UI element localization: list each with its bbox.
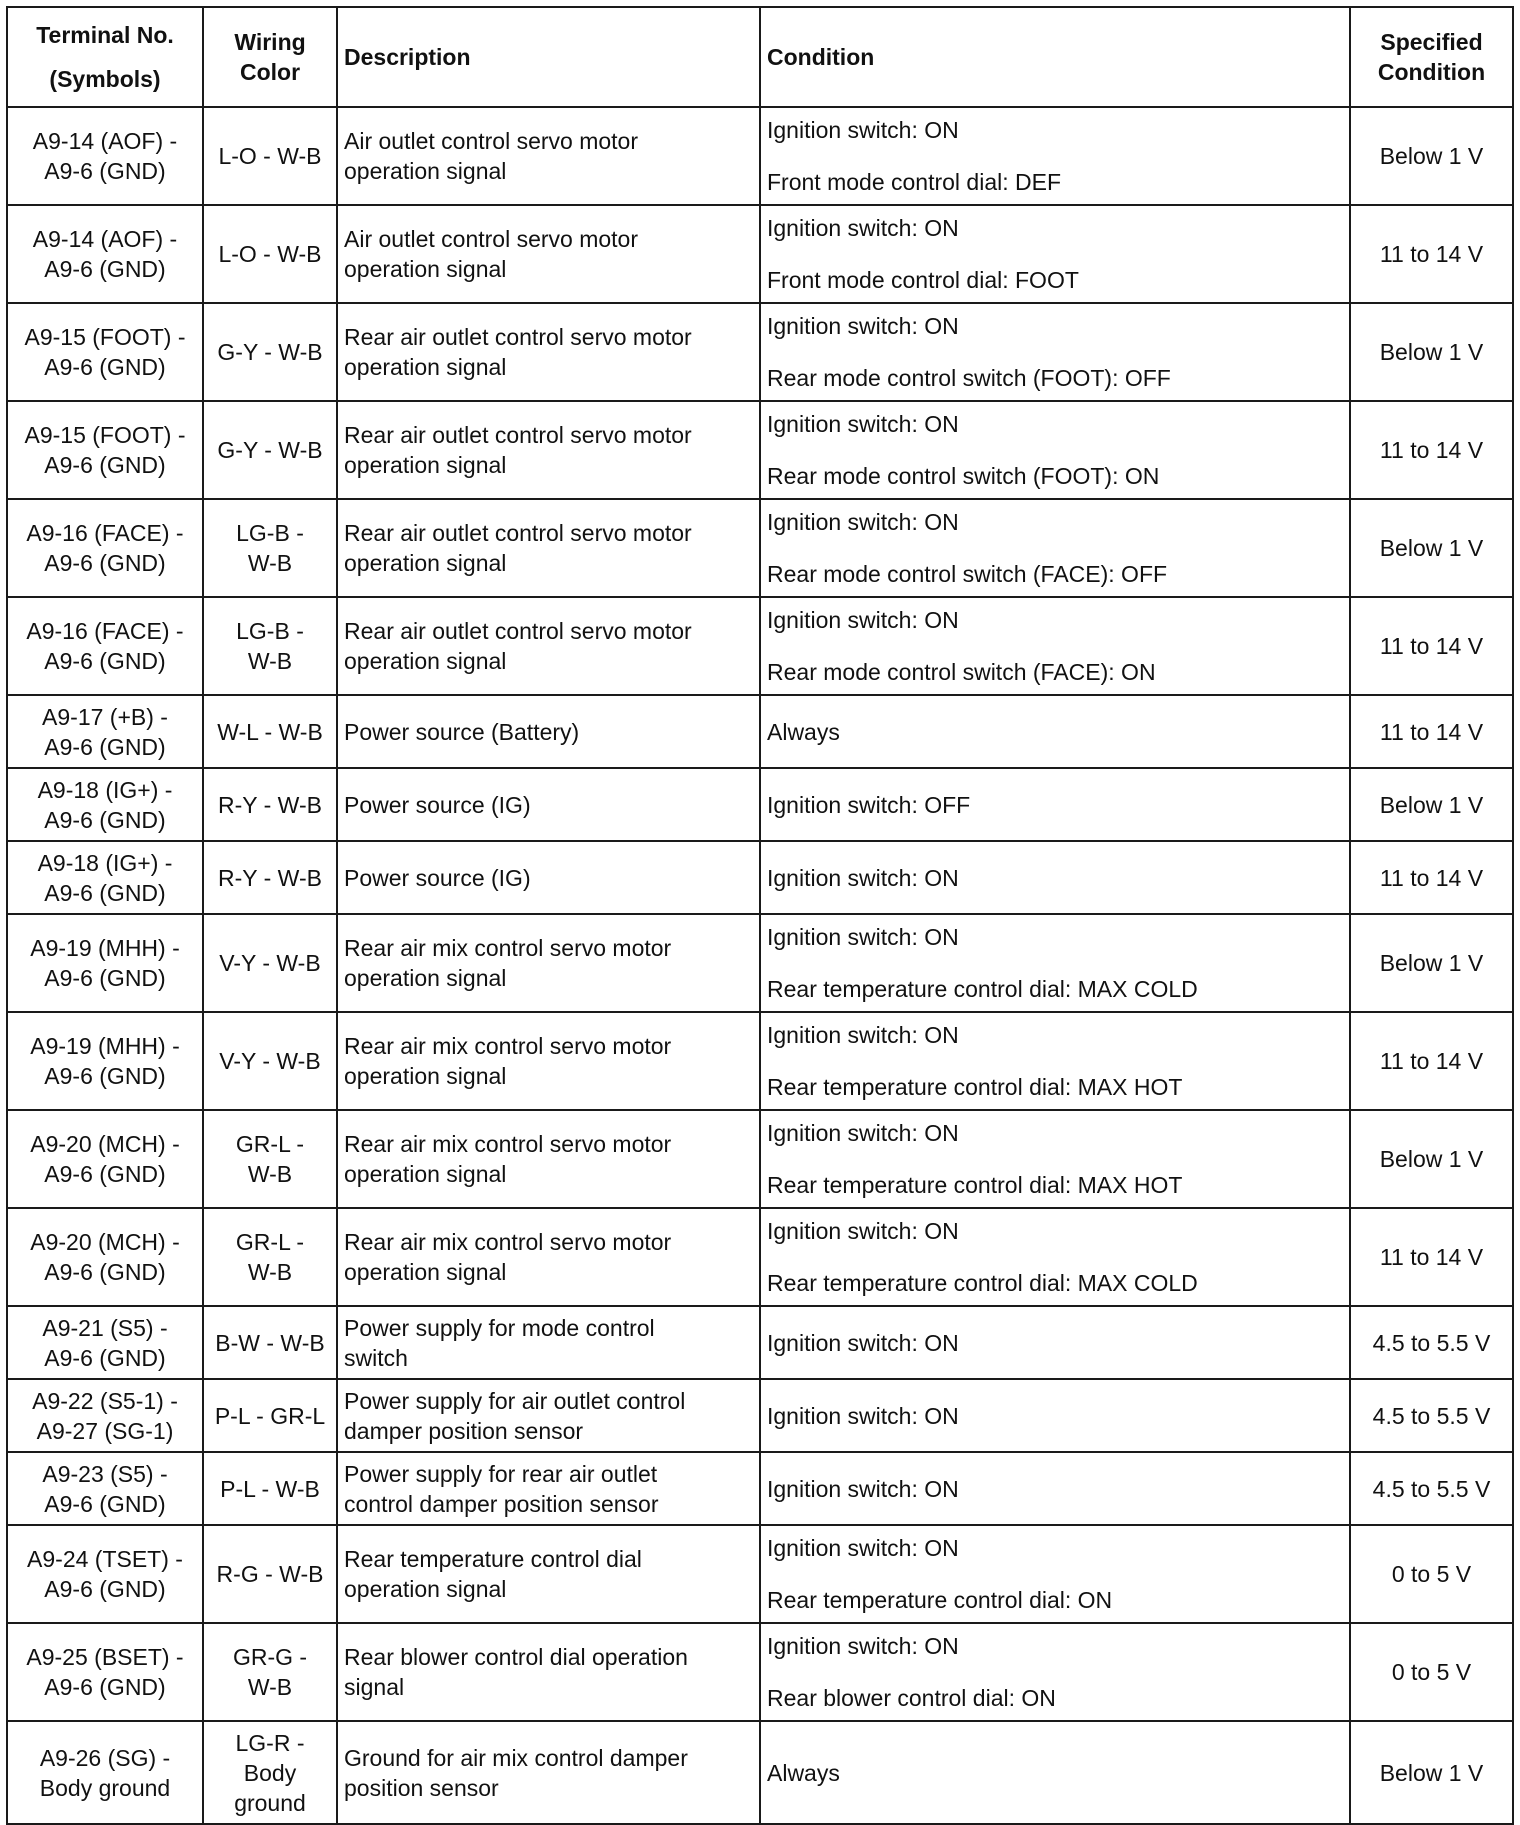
wiring-color-cell: [203, 303, 337, 401]
description-cell: [337, 401, 760, 499]
wiring-color-cell: [203, 401, 337, 499]
description-line: Rear blower control dial operation: [344, 1644, 688, 1670]
description-cell: [337, 695, 760, 768]
terminal-line: A9-15 (FOOT) -: [24, 422, 186, 448]
terminal-line: A9-6 (GND): [44, 648, 166, 674]
description-cell: [337, 1379, 760, 1452]
specified-condition-cell: Below 1 V: [1350, 499, 1513, 597]
condition-stack: [767, 1118, 1343, 1200]
header-wiring-line: Wiring: [234, 29, 306, 55]
condition-line: Rear mode control switch (FACE): OFF: [767, 561, 1168, 587]
wiring-line: W-B: [247, 1161, 293, 1187]
table-row: [7, 205, 1513, 303]
specified-condition-cell: 11 to 14 V: [1350, 841, 1513, 914]
wiring-color-cell: [203, 1208, 337, 1306]
specified-condition-cell: 0 to 5 V: [1350, 1525, 1513, 1623]
table-row: [7, 401, 1513, 499]
table-row: [7, 1623, 1513, 1721]
terminal-line: A9-23 (S5) -: [42, 1460, 168, 1487]
condition-line: Ignition switch: ON: [767, 1633, 959, 1659]
condition-cell: [760, 1525, 1350, 1623]
condition-cell: [760, 1306, 1350, 1379]
condition-cell: [760, 1110, 1350, 1208]
description-line: switch: [344, 1344, 408, 1371]
wiring-line: W-L - W-B: [217, 718, 323, 745]
table-row: [7, 1721, 1513, 1824]
header-row: [7, 7, 1513, 107]
condition-stack: [767, 1020, 1343, 1102]
description-cell: [337, 841, 760, 914]
wiring-color-cell: [203, 695, 337, 768]
terminal-line: A9-6 (GND): [44, 158, 166, 184]
wiring-color-cell: [203, 1012, 337, 1110]
specified-condition-cell: 11 to 14 V: [1350, 401, 1513, 499]
terminal-line: A9-19 (MHH) -: [30, 935, 180, 961]
terminal-line: A9-14 (AOF) -: [32, 128, 178, 154]
wiring-line: V-Y - W-B: [219, 950, 321, 976]
condition-stack: [767, 507, 1343, 589]
condition-cell: [760, 1452, 1350, 1525]
wiring-line: R-Y - W-B: [218, 864, 322, 891]
specified-condition-cell: 4.5 to 5.5 V: [1350, 1452, 1513, 1525]
table-row: [7, 768, 1513, 841]
terminal-cell: [7, 107, 203, 205]
condition-line: Front mode control dial: DEF: [767, 169, 1062, 195]
condition-stack: [767, 1216, 1343, 1298]
condition-line: Ignition switch: ON: [767, 864, 959, 891]
description-line: Rear air mix control servo motor: [344, 935, 672, 961]
table-row: [7, 695, 1513, 768]
condition-stack: [767, 1631, 1343, 1713]
condition-cell: [760, 107, 1350, 205]
condition-stack: [767, 311, 1343, 393]
condition-line: Ignition switch: OFF: [767, 791, 971, 818]
description-line: operation signal: [344, 158, 507, 184]
description-cell: [337, 107, 760, 205]
terminal-cell: [7, 1452, 203, 1525]
terminal-line: A9-17 (+B) -: [42, 703, 168, 730]
wiring-line: P-L - GR-L: [214, 1402, 326, 1429]
terminal-cell: [7, 1208, 203, 1306]
terminal-cell: [7, 841, 203, 914]
wiring-line: ground: [234, 1789, 306, 1816]
specified-condition-cell: 4.5 to 5.5 V: [1350, 1379, 1513, 1452]
description-line: operation signal: [344, 1576, 507, 1602]
table-row: [7, 1306, 1513, 1379]
wiring-line: L-O - W-B: [218, 143, 322, 169]
table-row: [7, 841, 1513, 914]
description-line: Power source (Battery): [344, 718, 580, 745]
wiring-color-cell: [203, 768, 337, 841]
description-cell: [337, 1721, 760, 1824]
terminal-line: A9-6 (GND): [44, 806, 166, 833]
header-specified-line: Condition: [1377, 59, 1486, 85]
description-cell: [337, 1452, 760, 1525]
condition-line: Rear temperature control dial: MAX COLD: [767, 976, 1198, 1002]
table-row: [7, 1525, 1513, 1623]
specified-condition-cell: Below 1 V: [1350, 1110, 1513, 1208]
condition-cell: [760, 303, 1350, 401]
terminal-line: A9-6 (GND): [44, 733, 166, 760]
condition-stack: [767, 605, 1343, 687]
wiring-color-cell: [203, 1379, 337, 1452]
description-line: position sensor: [344, 1774, 499, 1801]
wiring-color-cell: [203, 1306, 337, 1379]
condition-cell: [760, 1721, 1350, 1824]
header-terminal: [7, 7, 203, 107]
condition-stack: [767, 115, 1343, 197]
table-row: [7, 597, 1513, 695]
terminal-line: A9-21 (S5) -: [42, 1314, 168, 1341]
description-line: Rear air mix control servo motor: [344, 1131, 672, 1157]
description-line: Rear air outlet control servo motor: [344, 324, 692, 350]
condition-cell: [760, 499, 1350, 597]
wiring-line: GR-L -: [235, 1229, 305, 1255]
specified-condition-cell: Below 1 V: [1350, 303, 1513, 401]
wiring-line: G-Y - W-B: [217, 437, 323, 463]
terminal-line: A9-6 (GND): [44, 965, 166, 991]
condition-line: Rear temperature control dial: MAX HOT: [767, 1074, 1183, 1100]
wiring-color-cell: [203, 1525, 337, 1623]
condition-line: Ignition switch: ON: [767, 607, 959, 633]
condition-line: Always: [767, 1759, 840, 1786]
description-line: Rear air mix control servo motor: [344, 1229, 672, 1255]
terminal-line: A9-6 (GND): [44, 1344, 166, 1371]
table-row: [7, 303, 1513, 401]
condition-cell: [760, 1208, 1350, 1306]
specified-condition-cell: 11 to 14 V: [1350, 695, 1513, 768]
terminal-line: A9-6 (GND): [44, 1674, 166, 1700]
description-cell: [337, 768, 760, 841]
condition-line: Rear mode control switch (FOOT): ON: [767, 463, 1160, 489]
description-line: Power source (IG): [344, 791, 531, 818]
condition-cell: [760, 401, 1350, 499]
terminal-line: A9-6 (GND): [44, 1259, 166, 1285]
condition-line: Ignition switch: ON: [767, 411, 959, 437]
specified-condition-cell: 0 to 5 V: [1350, 1623, 1513, 1721]
wiring-color-cell: [203, 1452, 337, 1525]
terminal-line: A9-6 (GND): [44, 879, 166, 906]
wiring-line: G-Y - W-B: [217, 339, 323, 365]
terminal-line: A9-6 (GND): [44, 550, 166, 576]
table-body: [7, 107, 1513, 1824]
description-line: operation signal: [344, 452, 507, 478]
condition-stack: [767, 213, 1343, 295]
wiring-color-cell: [203, 914, 337, 1012]
wiring-color-cell: [203, 1110, 337, 1208]
condition-cell: [760, 914, 1350, 1012]
description-line: operation signal: [344, 965, 507, 991]
specified-condition-cell: 4.5 to 5.5 V: [1350, 1306, 1513, 1379]
description-line: Power supply for mode control: [344, 1314, 655, 1341]
description-line: signal: [344, 1674, 405, 1700]
description-cell: [337, 205, 760, 303]
terminal-line: A9-14 (AOF) -: [32, 226, 178, 252]
description-line: Rear air mix control servo motor: [344, 1033, 672, 1059]
condition-line: Ignition switch: ON: [767, 1329, 959, 1356]
terminal-cell: [7, 205, 203, 303]
terminal-cell: [7, 499, 203, 597]
wiring-line: LG-R -: [235, 1729, 305, 1756]
wiring-color-cell: [203, 1623, 337, 1721]
terminal-cell: [7, 914, 203, 1012]
wiring-line: W-B: [247, 1259, 293, 1285]
condition-cell: [760, 695, 1350, 768]
header-terminal-line: Terminal No.: [36, 22, 174, 48]
condition-line: Ignition switch: ON: [767, 924, 959, 950]
condition-stack: [767, 922, 1343, 1004]
description-line: damper position sensor: [344, 1417, 584, 1444]
terminal-line: A9-6 (GND): [44, 256, 166, 282]
terminal-cell: [7, 1012, 203, 1110]
header-description: Description: [337, 7, 760, 107]
condition-cell: [760, 1379, 1350, 1452]
wiring-line: W-B: [247, 550, 293, 576]
table-row: [7, 1379, 1513, 1452]
description-line: Ground for air mix control damper: [344, 1744, 688, 1771]
wiring-color-cell: [203, 597, 337, 695]
condition-cell: [760, 768, 1350, 841]
condition-cell: [760, 205, 1350, 303]
terminal-line: A9-6 (GND): [44, 1063, 166, 1089]
description-line: operation signal: [344, 1161, 507, 1187]
description-cell: [337, 1623, 760, 1721]
terminal-line: A9-18 (IG+) -: [37, 849, 173, 876]
condition-cell: [760, 597, 1350, 695]
condition-line: Ignition switch: ON: [767, 1022, 959, 1048]
condition-stack: [767, 1533, 1343, 1615]
description-cell: [337, 1110, 760, 1208]
terminal-cell: [7, 1623, 203, 1721]
condition-line: Rear mode control switch (FACE): ON: [767, 659, 1156, 685]
terminal-line: A9-16 (FACE) -: [26, 520, 184, 546]
description-line: Air outlet control servo motor: [344, 226, 639, 252]
condition-line: Ignition switch: ON: [767, 1402, 959, 1429]
description-line: Rear air outlet control servo motor: [344, 422, 692, 448]
condition-line: Rear temperature control dial: ON: [767, 1587, 1113, 1613]
condition-line: Rear mode control switch (FOOT): OFF: [767, 365, 1171, 391]
header-specified-line: Specified: [1380, 29, 1483, 55]
description-cell: [337, 1525, 760, 1623]
description-line: operation signal: [344, 1259, 507, 1285]
table-row: [7, 1452, 1513, 1525]
terminal-line: A9-22 (S5-1) -: [32, 1387, 178, 1414]
description-line: operation signal: [344, 256, 507, 282]
terminal-cell: [7, 1525, 203, 1623]
condition-line: Ignition switch: ON: [767, 1120, 959, 1146]
table-row: [7, 914, 1513, 1012]
specified-condition-cell: 11 to 14 V: [1350, 1208, 1513, 1306]
terminal-line: A9-15 (FOOT) -: [24, 324, 186, 350]
condition-line: Front mode control dial: FOOT: [767, 267, 1079, 293]
terminal-cell: [7, 1110, 203, 1208]
description-line: Rear temperature control dial: [344, 1546, 642, 1572]
description-line: control damper position sensor: [344, 1490, 659, 1517]
wiring-color-cell: [203, 107, 337, 205]
terminal-line: A9-6 (GND): [44, 1161, 166, 1187]
wiring-color-cell: [203, 1721, 337, 1824]
terminal-cell: [7, 597, 203, 695]
condition-line: Ignition switch: ON: [767, 1475, 959, 1502]
description-cell: [337, 1306, 760, 1379]
description-line: operation signal: [344, 354, 507, 380]
table-row: [7, 499, 1513, 597]
description-line: operation signal: [344, 1063, 507, 1089]
wiring-line: B-W - W-B: [215, 1329, 325, 1356]
condition-line: Ignition switch: ON: [767, 117, 959, 143]
wiring-line: LG-B -: [236, 520, 304, 546]
condition-line: Rear temperature control dial: MAX COLD: [767, 1270, 1198, 1296]
description-line: Air outlet control servo motor: [344, 128, 639, 154]
header-wiring: [203, 7, 337, 107]
description-line: operation signal: [344, 648, 507, 674]
wiring-line: L-O - W-B: [218, 241, 322, 267]
terminal-inspection-table: [6, 6, 1514, 1825]
terminal-cell: [7, 1306, 203, 1379]
wiring-line: W-B: [247, 1674, 293, 1700]
specified-condition-cell: Below 1 V: [1350, 107, 1513, 205]
wiring-line: P-L - W-B: [220, 1475, 320, 1502]
condition-line: Rear temperature control dial: MAX HOT: [767, 1172, 1183, 1198]
header-wiring-line: Color: [239, 59, 301, 85]
wiring-line: W-B: [247, 648, 293, 674]
table-row: [7, 107, 1513, 205]
terminal-cell: [7, 401, 203, 499]
description-cell: [337, 499, 760, 597]
description-line: Rear air outlet control servo motor: [344, 618, 692, 644]
terminal-cell: [7, 1721, 203, 1824]
condition-cell: [760, 1623, 1350, 1721]
terminal-line: A9-6 (GND): [44, 1576, 166, 1602]
condition-cell: [760, 1012, 1350, 1110]
description-line: Power source (IG): [344, 864, 531, 891]
description-cell: [337, 914, 760, 1012]
description-line: Power supply for rear air outlet: [344, 1460, 658, 1487]
wiring-line: GR-G -: [232, 1644, 308, 1670]
header-specified: [1350, 7, 1513, 107]
condition-line: Ignition switch: ON: [767, 509, 959, 535]
terminal-line: A9-20 (MCH) -: [30, 1229, 180, 1255]
description-line: Power supply for air outlet control: [344, 1387, 686, 1414]
condition-stack: [767, 409, 1343, 491]
description-line: operation signal: [344, 550, 507, 576]
terminal-line: A9-6 (GND): [44, 452, 166, 478]
wiring-line: R-G - W-B: [216, 1561, 324, 1587]
condition-line: Ignition switch: ON: [767, 1535, 959, 1561]
terminal-line: A9-27 (SG-1): [36, 1417, 174, 1444]
condition-line: Always: [767, 718, 840, 745]
terminal-line: A9-20 (MCH) -: [30, 1131, 180, 1157]
description-line: Rear air outlet control servo motor: [344, 520, 692, 546]
specified-condition-cell: Below 1 V: [1350, 914, 1513, 1012]
wiring-line: GR-L -: [235, 1131, 305, 1157]
terminal-line: A9-24 (TSET) -: [27, 1546, 183, 1572]
description-cell: [337, 597, 760, 695]
terminal-line: Body ground: [39, 1774, 171, 1801]
wiring-color-cell: [203, 841, 337, 914]
terminal-line: A9-18 (IG+) -: [37, 776, 173, 803]
description-cell: [337, 303, 760, 401]
wiring-line: LG-B -: [236, 618, 304, 644]
terminal-line: A9-6 (GND): [44, 354, 166, 380]
terminal-line: A9-25 (BSET) -: [26, 1644, 184, 1670]
condition-line: Ignition switch: ON: [767, 313, 959, 339]
specified-condition-cell: Below 1 V: [1350, 768, 1513, 841]
table-row: [7, 1110, 1513, 1208]
condition-line: Ignition switch: ON: [767, 1218, 959, 1244]
wiring-line: R-Y - W-B: [218, 791, 322, 818]
wiring-color-cell: [203, 499, 337, 597]
specified-condition-cell: 11 to 14 V: [1350, 205, 1513, 303]
header-terminal-line: (Symbols): [49, 66, 161, 92]
condition-line: Rear blower control dial: ON: [767, 1685, 1056, 1711]
description-cell: [337, 1012, 760, 1110]
description-cell: [337, 1208, 760, 1306]
wiring-line: Body: [243, 1759, 297, 1786]
table-row: [7, 1012, 1513, 1110]
terminal-line: A9-16 (FACE) -: [26, 618, 184, 644]
terminal-cell: [7, 768, 203, 841]
terminal-line: A9-26 (SG) -: [39, 1744, 171, 1771]
table-row: [7, 1208, 1513, 1306]
wiring-line: V-Y - W-B: [219, 1048, 321, 1074]
specified-condition-cell: 11 to 14 V: [1350, 597, 1513, 695]
terminal-line: A9-19 (MHH) -: [30, 1033, 180, 1059]
terminal-cell: [7, 303, 203, 401]
terminal-cell: [7, 1379, 203, 1452]
condition-line: Ignition switch: ON: [767, 215, 959, 241]
terminal-cell: [7, 695, 203, 768]
terminal-line: A9-6 (GND): [44, 1490, 166, 1517]
condition-cell: [760, 841, 1350, 914]
wiring-color-cell: [203, 205, 337, 303]
header-condition: Condition: [760, 7, 1350, 107]
specified-condition-cell: 11 to 14 V: [1350, 1012, 1513, 1110]
specified-condition-cell: Below 1 V: [1350, 1721, 1513, 1824]
